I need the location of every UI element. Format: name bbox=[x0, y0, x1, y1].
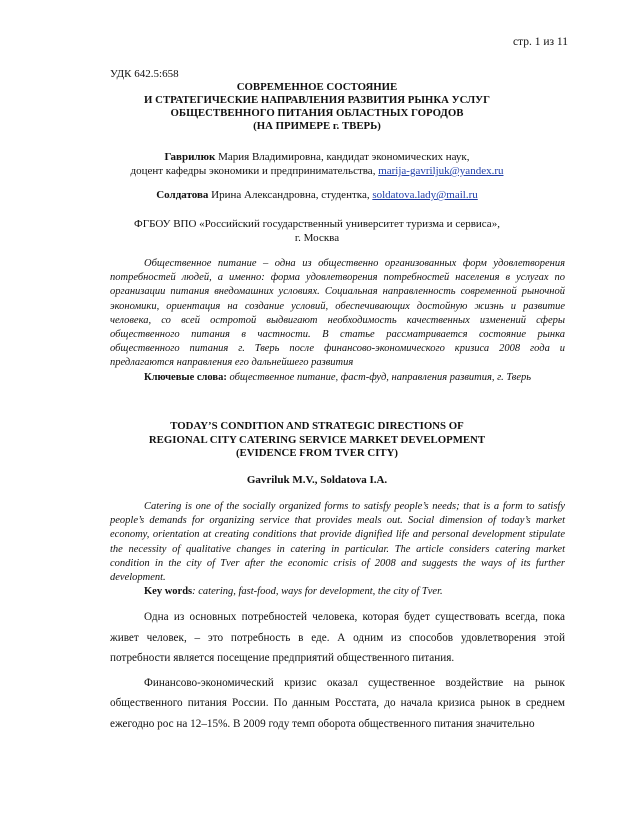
keywords-ru-text: общественное питание, фаст-фуд, направления развития, г. Тверь bbox=[226, 371, 532, 383]
abstract-en bbox=[110, 500, 565, 599]
title-en bbox=[90, 420, 544, 461]
abstract-en-text: Catering is one of the socially organized forms to satisfy people’s needs; that is a form to satisfy people’s demands for organizing service that provides meals out. Social dimension of today’s market economy, orientation at creating conditions that provide dignified life and personal development stipulate the necessity of qualitative changes in catering in particular. The article considers catering market condition in the city of Tver after the economic crisis of 2008 and suggests the ways of its further development. bbox=[110, 501, 565, 584]
title-ru-line: И СТРАТЕГИЧЕСКИЕ НАПРАВЛЕНИЯ РАЗВИТИЯ РЫНКА УСЛУГ bbox=[144, 94, 490, 106]
body-text bbox=[110, 607, 565, 735]
affiliation-line: ФГБОУ ВПО «Российский государственный университет туризма и сервиса», bbox=[134, 218, 500, 230]
keywords-en-text: : catering, fast-food, ways for development, the city of Tver. bbox=[192, 586, 443, 598]
author-2-email-link[interactable]: soldatova.lady@mail.ru bbox=[372, 189, 478, 201]
keywords-en-label: Key words bbox=[144, 586, 193, 598]
title-ru-line: (НА ПРИМЕРЕ г. ТВЕРЬ) bbox=[253, 120, 381, 132]
abstract-ru bbox=[110, 257, 565, 385]
body-paragraph: Финансово-экономический кризис оказал существенное воздействие на рынок общественного питания России. По данным Росстата, до начала кризиса рынок в среднем ежегодно рос на 12–15%. В 2009 году темп оборота общественного питания значительно bbox=[110, 676, 565, 730]
author-1-position: доцент кафедры экономики и предпринимательства, bbox=[130, 165, 379, 177]
author-1-email-link[interactable]: marija-gavriljuk@yandex.ru bbox=[378, 165, 504, 177]
author-2 bbox=[90, 188, 544, 202]
author-1 bbox=[90, 150, 544, 178]
body-paragraph: Одна из основных потребностей человека, которая будет существовать всегда, пока живет человек, – это потребность в еде. А одним из способов удовлетворения этой потребности является посещение предприятий общественного питания. bbox=[110, 611, 565, 665]
title-en-line: TODAY’S CONDITION AND STRATEGIC DIRECTIONS OF bbox=[170, 420, 464, 432]
keywords-ru bbox=[110, 371, 565, 385]
author-1-surname: Гаврилюк bbox=[164, 151, 216, 163]
title-ru bbox=[90, 81, 544, 133]
keywords-en bbox=[110, 585, 565, 599]
title-ru-line: СОВРЕМЕННОЕ СОСТОЯНИЕ bbox=[236, 81, 398, 93]
affiliation-line: г. Москва bbox=[294, 232, 340, 244]
udk-code: УДК 642.5:658 bbox=[110, 68, 179, 80]
author-1-details: Мария Владимировна, кандидат экономических наук, bbox=[215, 151, 470, 163]
author-2-surname: Солдатова bbox=[156, 189, 209, 201]
page-number: стр. 1 из 11 bbox=[512, 36, 568, 48]
abstract-ru-text: Общественное питание – одна из общественно организованных форм удовлетворения потребностей людей, а именно: форма удовлетворения потребностей населения в услугах по организации питания внедомашних условиях. Социальная направленность современной рыночной экономики, ориентация на создание условий, обеспечивающих достойную жизнь и развитие человека, со всей остротой выдвигают необходимость качественных изменений сферы общественного питания в частности. В статье рассматривается состояние рынка общественного питания г. Тверь после финансово-экономического кризиса 2008 года и предлагаются направления его дальнейшего развития bbox=[110, 258, 565, 369]
title-ru-line: ОБЩЕСТВЕННОГО ПИТАНИЯ ОБЛАСТНЫХ ГОРОДОВ bbox=[170, 107, 464, 119]
title-en-line: (EVIDENCE FROM TVER CITY) bbox=[235, 447, 399, 459]
authors-en: Gavriluk M.V., Soldatova I.A. bbox=[246, 474, 388, 486]
author-2-details: Ирина Александровна, студентка, bbox=[208, 189, 373, 201]
keywords-ru-label: Ключевые слова: bbox=[144, 371, 227, 383]
title-en-line: REGIONAL CITY CATERING SERVICE MARKET DEVELOPMENT bbox=[148, 433, 486, 446]
affiliation bbox=[90, 217, 544, 245]
